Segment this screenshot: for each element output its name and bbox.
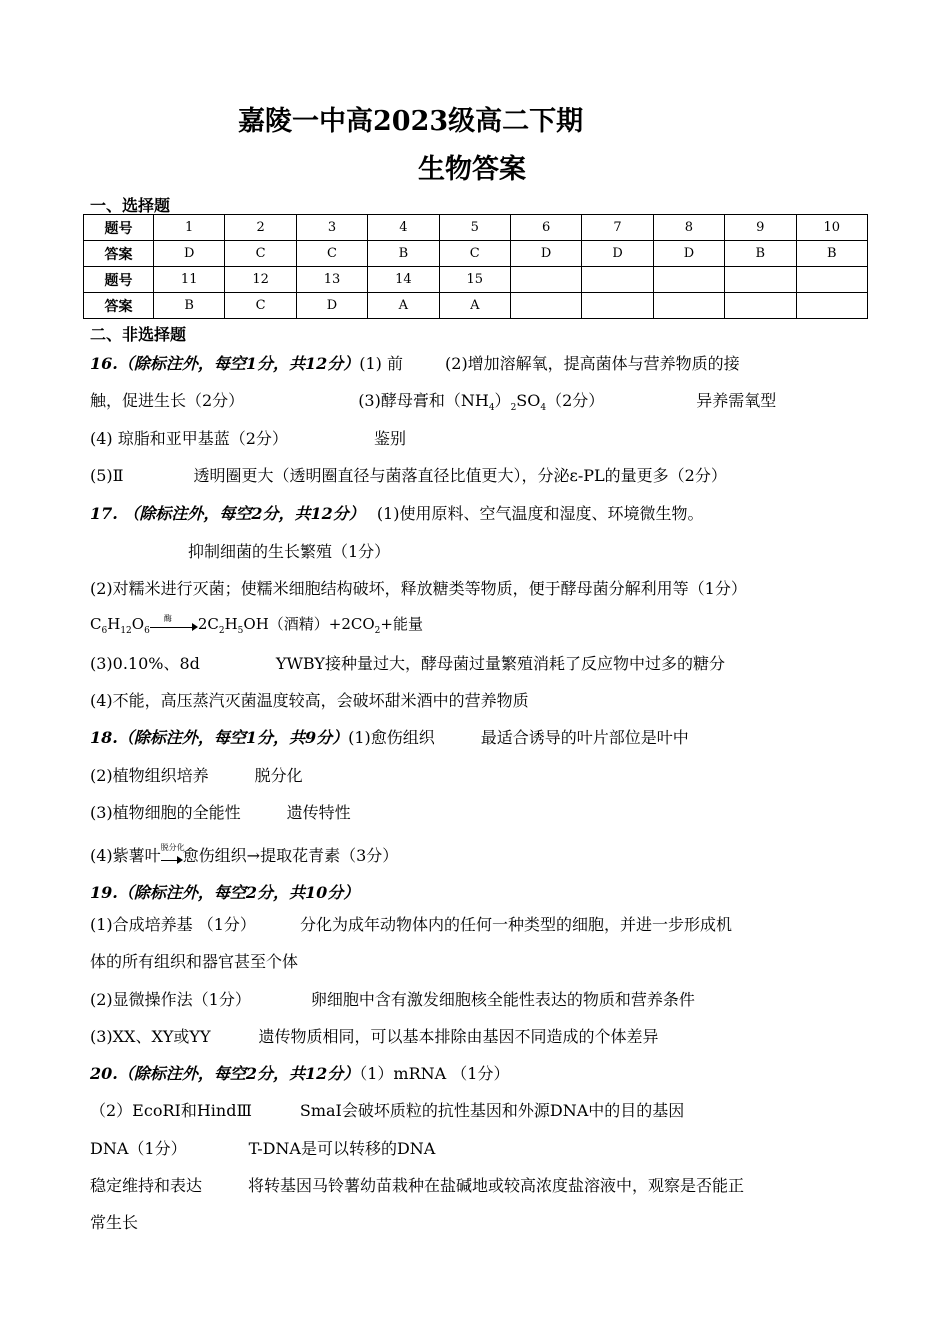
section-nonchoice-heading: 二、非选择题: [90, 325, 187, 344]
q18-line-4: [90, 843, 398, 866]
table-cell: 12: [225, 267, 296, 293]
q17-line-6: [90, 688, 529, 711]
table-cell: 13: [296, 267, 367, 293]
q19-answer-1d: 体的所有组织和器官甚至个体: [90, 952, 299, 971]
reaction-arrow-icon: 酶: [150, 619, 198, 631]
q18-answer-3c: 遗传特性: [286, 803, 351, 822]
q19-answer-2c: 卵细胞中含有激发细胞核全能性表达的物质和营养条件: [310, 990, 695, 1009]
q18-answer-4a: (4)紫薯叶: [90, 846, 161, 865]
q20-line-2: [90, 1098, 684, 1121]
table-cell: D: [653, 241, 724, 267]
table-cell: [582, 293, 653, 319]
q19-answer-3: (3)XX、XY或YY: [90, 1027, 211, 1046]
q16-line-2: [90, 388, 776, 413]
table-cell: A: [439, 293, 510, 319]
q20-line-4: [90, 1173, 744, 1196]
table-label: 答案: [84, 293, 154, 319]
q16-answer-3: (3)酵母膏和$(NH_4)_2SO_4(2$分）: [358, 391, 605, 414]
q17-line-1: [90, 501, 703, 524]
q20-answer-4d: 常生长: [90, 1213, 139, 1232]
table-cell: B: [796, 241, 867, 267]
q16-line-1: [90, 351, 740, 374]
table-cell: B: [725, 241, 796, 267]
table-cell: B: [368, 241, 439, 267]
q20-answer-3: DNA（1分）: [90, 1139, 187, 1158]
table-cell: [653, 293, 724, 319]
table-label: 题号: [84, 215, 154, 241]
table-row: [84, 241, 868, 267]
q19-line-2: [90, 912, 732, 935]
q18-answer-2: (2)植物组织培养: [90, 766, 209, 785]
q20-line-1: [90, 1061, 509, 1084]
q16-heading: 16.（除标注外，每空1分，共12分）: [90, 354, 360, 373]
q18-line-3: [90, 800, 351, 823]
q16-answer-4: (4) 琼脂和亚甲基蓝（2分）: [90, 429, 288, 448]
q16-line-3: [90, 426, 406, 449]
table-cell: D: [510, 241, 581, 267]
title-line-1: 嘉陵一中高2023级高二下期: [238, 106, 584, 137]
q18-heading: 18.（除标注外，每空1分，共9分）: [90, 728, 349, 747]
table-cell: [796, 293, 867, 319]
title-line-2: 生物答案: [418, 154, 526, 185]
q16-answer-2-cont: 触，促进生长（2分）: [90, 391, 245, 410]
table-row: [84, 267, 868, 293]
q18-line-2: [90, 763, 303, 786]
q19-answer-1c: 分化为成年动物体内的任何一种类型的细胞，并进一步形成机: [299, 915, 732, 934]
table-cell: D: [296, 293, 367, 319]
table-cell: 10: [796, 215, 867, 241]
table-cell: 8: [653, 215, 724, 241]
table-label: 题号: [84, 267, 154, 293]
q16-answer-3c: 异养需氧型: [696, 391, 777, 410]
q20-heading: 20.（除标注外，每空2分，共12分）: [90, 1064, 360, 1083]
table-cell: 15: [439, 267, 510, 293]
table-cell: [510, 293, 581, 319]
q16-answer-5c: 透明圈更大（透明圈直径与菌落直径比值更大），分泌ε-PL的量更多（2分）: [193, 466, 727, 485]
table-cell: C: [225, 293, 296, 319]
q19-line-5: [90, 1024, 659, 1047]
table-cell: 5: [439, 215, 510, 241]
table-cell: 4: [368, 215, 439, 241]
q17-answer-3c: YWBY接种量过大，酵母菌过量繁殖消耗了反应物中过多的糖分: [275, 654, 725, 673]
q19-answer-3c: 遗传物质相同，可以基本排除由基因不同造成的个体差异: [258, 1027, 659, 1046]
q17-line-3: [90, 576, 747, 599]
q20-answer-4: 稳定维持和表达: [90, 1176, 203, 1195]
q19-answer-2: (2)显微操作法（1分）: [90, 990, 251, 1009]
table-cell: D: [154, 241, 225, 267]
table-cell: 9: [725, 215, 796, 241]
q19-answer-1: (1)合成培养基 （1分）: [90, 915, 256, 934]
q18-line-1: [90, 725, 689, 748]
q18-answer-3: (3)植物细胞的全能性: [90, 803, 241, 822]
table-cell: [510, 267, 581, 293]
q17-answer-2: (2)对糯米进行灭菌；使糯米细胞结构破坏，释放糖类等物质，便于酵母菌分解利用等（1分）: [90, 579, 747, 598]
table-label: 答案: [84, 241, 154, 267]
q20-answer-2: （2）EcoRⅠ和HindⅢ: [90, 1101, 252, 1120]
q16-answer-2: (2)增加溶解氧，提高菌体与营养物质的接: [445, 354, 740, 373]
table-cell: [796, 267, 867, 293]
q20-answer-2c: SmaⅠ会破坏质粒的抗性基因和外源DNA中的目的基因: [299, 1101, 685, 1120]
q19-line-3: [90, 949, 298, 972]
q20-line-5: [90, 1210, 138, 1233]
table-cell: C: [225, 241, 296, 267]
q20-answer-3c: T-DNA是可以转移的DNA: [248, 1139, 436, 1158]
q17-line-2: [188, 539, 390, 562]
q17-equation: $C_6H_{12}O_6$ 酶 $2C_2H_5OH$（酒精）$+2CO_2+$能量: [90, 614, 423, 636]
table-cell: [725, 293, 796, 319]
table-cell: [725, 267, 796, 293]
table-cell: B: [154, 293, 225, 319]
q18-answer-2c: 脱分化: [254, 766, 303, 785]
table-cell: [653, 267, 724, 293]
table-row: [84, 293, 868, 319]
q16-answer-1: (1) 前: [359, 354, 404, 373]
q18-answer-4b: 愈伤组织→提取花青素（3分）: [182, 846, 399, 865]
q20-line-3: [90, 1136, 435, 1159]
q19-line-1: [90, 880, 359, 903]
table-cell: [582, 267, 653, 293]
table-cell: 2: [225, 215, 296, 241]
q16-line-4: [90, 463, 727, 486]
answer-table: [83, 214, 868, 319]
table-row: [84, 215, 868, 241]
arrow-icon: 脱分化: [161, 850, 183, 864]
table-cell: D: [582, 241, 653, 267]
q18-answer-1c: 最适合诱导的叶片部位是叶中: [480, 728, 689, 747]
table-cell: 7: [582, 215, 653, 241]
table-cell: 3: [296, 215, 367, 241]
q20-answer-1: （1）mRNA （1分）: [359, 1064, 510, 1083]
q17-answer-1: (1)使用原料、空气温度和湿度、环境微生物。: [376, 504, 704, 523]
q17-answer-1b: 抑制细菌的生长繁殖（1分）: [188, 542, 391, 561]
q18-answer-1: (1)愈伤组织: [348, 728, 435, 747]
q17-line-5: [90, 651, 725, 674]
section-choice-heading: 一、选择题: [90, 196, 171, 215]
q16-answer-5: (5)Ⅱ: [90, 466, 124, 485]
q17-answer-3: (3)0.10%、8d: [90, 654, 200, 673]
table-cell: A: [368, 293, 439, 319]
table-cell: 11: [154, 267, 225, 293]
q17-answer-4: (4)不能，高压蒸汽灭菌温度较高，会破坏甜米酒中的营养物质: [90, 691, 529, 710]
q16-answer-4c: 鉴别: [373, 429, 406, 448]
table-cell: C: [296, 241, 367, 267]
q20-answer-4c: 将转基因马铃薯幼苗栽种在盐碱地或较高浓度盐溶液中，观察是否能正: [248, 1176, 745, 1195]
table-cell: 14: [368, 267, 439, 293]
q19-heading: 19.（除标注外，每空2分，共10分）: [90, 883, 360, 902]
q19-line-4: [90, 987, 695, 1010]
table-cell: C: [439, 241, 510, 267]
q17-heading: 17. （除标注外，每空2分，共12分）: [90, 504, 365, 523]
table-cell: 6: [510, 215, 581, 241]
table-cell: 1: [154, 215, 225, 241]
